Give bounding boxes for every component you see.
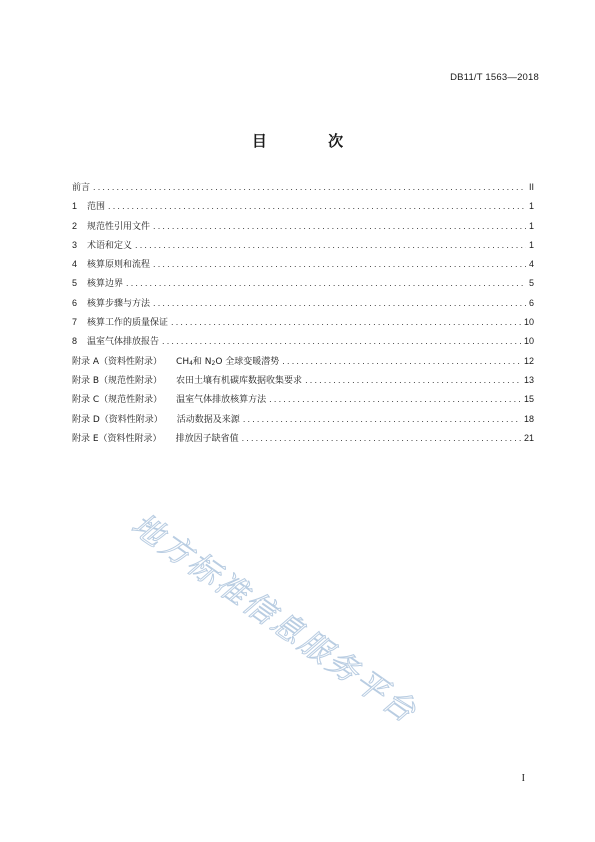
- toc-entry-title: 核算工作的质量保证: [87, 318, 169, 329]
- toc-entry-appendix-d[interactable]: [72, 410, 534, 429]
- toc-leader-dots: [153, 217, 526, 236]
- page-number: I: [521, 773, 525, 784]
- toc-appendix-label: 附录 A（资料性附录）: [72, 356, 163, 367]
- toc-entry-title: 核算步骤与方法: [87, 298, 151, 309]
- toc-entry-foreword[interactable]: [72, 178, 534, 197]
- page-title: 目 次: [251, 132, 372, 150]
- formula-ch-prefix: CH: [176, 356, 190, 367]
- standard-code: DB11/T 1563—2018: [450, 72, 539, 83]
- toc-entry-title: 核算原则和流程: [87, 260, 151, 271]
- watermark: 地方标准信息服务平台: [124, 506, 424, 732]
- toc-entry-1[interactable]: [72, 197, 534, 216]
- toc-entry-page: 1: [528, 239, 534, 250]
- toc-entry-page: 15: [523, 394, 534, 405]
- toc-appendix-label: 附录 E（资料性附录）: [72, 433, 162, 444]
- toc-entry-appendix-c[interactable]: [72, 390, 534, 409]
- toc-entry-appendix-b[interactable]: [72, 371, 534, 390]
- formula-suffix: O 全球变暖潜势: [215, 356, 280, 367]
- toc-entry-page: 12: [523, 355, 534, 366]
- toc-entry-number: 5: [72, 278, 78, 289]
- toc-appendix-label: 附录 C（规范性附录）: [72, 395, 163, 406]
- toc-entry-title: 活动数据及来源: [176, 414, 240, 425]
- toc-entry-2[interactable]: [72, 217, 534, 236]
- toc-entry-number: 6: [72, 297, 78, 308]
- toc-entry-page: 21: [523, 432, 534, 443]
- formula-middle: 和 N: [192, 356, 212, 367]
- toc-entry-page: II: [528, 182, 534, 192]
- toc-entry-page: 5: [528, 278, 534, 289]
- toc-entry-page: 1: [528, 201, 534, 212]
- table-of-contents: [72, 178, 534, 448]
- toc-entry-number: 4: [72, 259, 78, 270]
- toc-entry-8[interactable]: [72, 332, 534, 351]
- toc-entry-title: [176, 353, 279, 373]
- toc-leader-dots: [108, 197, 526, 216]
- toc-entry-4[interactable]: [72, 255, 534, 274]
- toc-entry-number: 1: [72, 201, 78, 212]
- formula-n-subscript: 2: [211, 359, 216, 367]
- toc-appendix-label: 附录 D（资料性附录）: [72, 414, 163, 425]
- toc-entry-title: 规范性引用文件: [87, 221, 151, 232]
- toc-entry-number: 7: [72, 317, 78, 328]
- toc-entry-title: 温室气体排放核算方法: [176, 395, 267, 406]
- toc-leader-dots: [242, 429, 521, 448]
- toc-appendix-label: 附录 B（规范性附录）: [72, 375, 163, 386]
- toc-leader-dots: [171, 313, 521, 332]
- toc-entry-page: 1: [528, 220, 534, 231]
- formula-ch-subscript: 4: [189, 359, 193, 367]
- toc-entry-5[interactable]: [72, 274, 534, 293]
- toc-entry-3[interactable]: [72, 236, 534, 255]
- toc-leader-dots: [269, 390, 521, 409]
- toc-leader-dots: [93, 178, 526, 197]
- toc-entry-title: 排放因子缺省值: [175, 433, 239, 444]
- toc-leader-dots: [243, 410, 521, 429]
- toc-entry-number: 2: [72, 220, 78, 231]
- toc-entry-appendix-e[interactable]: [72, 429, 534, 448]
- toc-entry-page: 13: [523, 374, 534, 385]
- toc-entry-title: 农田土壤有机碳库数据收集要求: [176, 375, 303, 386]
- toc-entry-page: 10: [523, 336, 534, 347]
- toc-entry-7[interactable]: [72, 313, 534, 332]
- toc-entry-title: 前言: [72, 183, 91, 193]
- toc-leader-dots: [162, 332, 521, 351]
- toc-entry-title: 温室气体排放报告: [87, 337, 160, 348]
- toc-entry-title: 范围: [87, 202, 106, 213]
- toc-entry-page: 18: [523, 413, 534, 424]
- toc-entry-page: 10: [523, 317, 534, 328]
- toc-entry-number: 3: [72, 239, 78, 250]
- toc-entry-page: 4: [528, 259, 534, 270]
- toc-leader-dots: [153, 255, 526, 274]
- toc-entry-title: 核算边界: [87, 279, 124, 290]
- toc-leader-dots: [305, 371, 521, 390]
- toc-leader-dots: [282, 352, 521, 371]
- toc-entry-page: 6: [528, 297, 534, 308]
- toc-leader-dots: [126, 274, 526, 293]
- toc-leader-dots: [135, 236, 526, 255]
- toc-entry-appendix-a[interactable]: [72, 352, 534, 371]
- toc-entry-title: 术语和定义: [87, 240, 133, 251]
- toc-leader-dots: [153, 294, 526, 313]
- toc-entry-6[interactable]: [72, 294, 534, 313]
- toc-entry-number: 8: [72, 336, 78, 347]
